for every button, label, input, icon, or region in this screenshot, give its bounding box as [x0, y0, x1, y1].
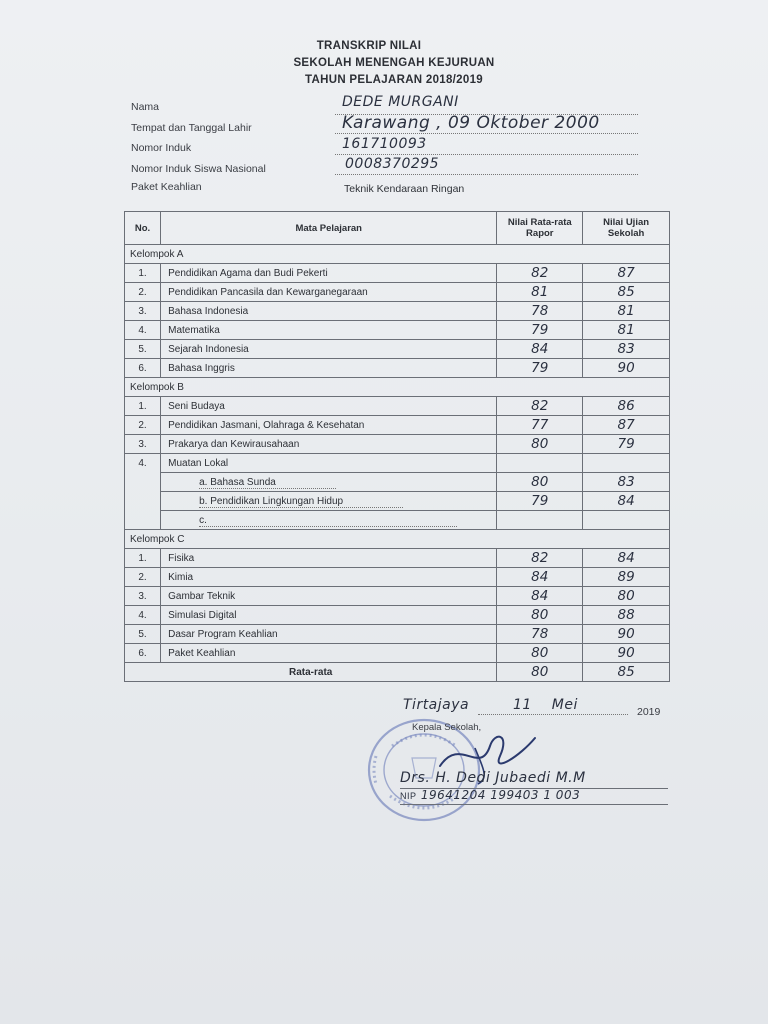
row-rapor: 84	[497, 587, 583, 606]
row-subject: Matematika	[161, 321, 497, 340]
row-subject: Pendidikan Jasmani, Olahraga & Kesehatan	[161, 416, 497, 435]
row-subject: Dasar Program Keahlian	[161, 625, 497, 644]
row-no: 1.	[125, 549, 161, 568]
row-rapor: 79	[497, 359, 583, 378]
muatan-a-label: a. Bahasa Sunda	[199, 477, 336, 489]
muatan-lokal-sub-row	[125, 511, 670, 530]
principal-name: Drs. H. Dedi Jubaedi M.M	[400, 770, 586, 786]
table-row	[125, 321, 670, 340]
table-row	[125, 302, 670, 321]
table-row	[125, 359, 670, 378]
group-a-label: Kelompok A	[125, 245, 670, 264]
nomor-induk-label: Nomor Induk	[131, 142, 192, 154]
nisn-value: 0008370295	[345, 156, 440, 172]
nip-underline	[400, 804, 668, 805]
col-rapor-header-line1: Nilai Rata-rata	[507, 217, 572, 228]
signature-month: Mei	[551, 697, 578, 713]
average-label: Rata-rata	[125, 663, 497, 682]
row-rapor: 78	[497, 302, 583, 321]
row-subject: Prakarya dan Kewirausahaan	[161, 435, 497, 454]
row-ujian: 80	[583, 587, 670, 606]
row-rapor: 82	[497, 549, 583, 568]
header-school: SEKOLAH MENENGAH KEJURUAN	[293, 57, 495, 69]
row-no: 1.	[125, 397, 161, 416]
row-subject: Kimia	[161, 568, 497, 587]
nip-label: NIP	[400, 791, 417, 801]
muatan-lokal-sub-row	[125, 473, 670, 492]
table-row	[125, 340, 670, 359]
paket-value: Teknik Kendaraan Ringan	[344, 183, 465, 195]
muatan-lokal-row	[125, 454, 670, 473]
paket-label: Paket Keahlian	[131, 181, 202, 193]
table-row	[125, 587, 670, 606]
col-rapor-header-line2: Rapor	[526, 228, 554, 239]
row-rapor: 84	[497, 340, 583, 359]
table-row	[125, 625, 670, 644]
col-no-header: No.	[125, 212, 161, 245]
signature-title: Kepala Sekolah,	[412, 722, 482, 733]
header-year: TAHUN PELAJARAN 2018/2019	[305, 74, 483, 86]
muatan-lokal-sub-row	[125, 492, 670, 511]
row-no: 2.	[125, 283, 161, 302]
row-no: 6.	[125, 359, 161, 378]
row-rapor: 81	[497, 283, 583, 302]
row-subject: Gambar Teknik	[161, 587, 497, 606]
row-no: 3.	[125, 435, 161, 454]
row-subject: Sejarah Indonesia	[161, 340, 497, 359]
signature-place: Tirtajaya	[403, 697, 470, 713]
group-row	[125, 530, 670, 549]
row-no: 6.	[125, 644, 161, 663]
col-ujian-header-line2: Sekolah	[607, 228, 645, 239]
nomor-induk-value: 161710093	[342, 136, 427, 152]
col-mapel-header: Mata Pelajaran	[161, 212, 497, 245]
row-no-empty	[125, 492, 161, 511]
col-rapor-header	[497, 212, 583, 245]
row-subject: Pendidikan Pancasila dan Kewarganegaraan	[161, 283, 497, 302]
nama-value: DEDE MURGANI	[342, 94, 459, 110]
nomor-induk-dotline	[335, 154, 638, 155]
row-ujian-empty	[583, 511, 670, 530]
row-ujian: 83	[583, 340, 670, 359]
row-ujian: 90	[583, 359, 670, 378]
row-rapor: 84	[497, 568, 583, 587]
row-ujian: 83	[583, 473, 670, 492]
col-ujian-header	[583, 212, 670, 245]
row-no: 5.	[125, 340, 161, 359]
row-rapor: 80	[497, 606, 583, 625]
group-c-label: Kelompok C	[125, 530, 670, 549]
row-ujian: 85	[583, 283, 670, 302]
row-rapor: 82	[497, 264, 583, 283]
header-title: TRANSKRIP NILAI	[316, 40, 422, 52]
row-no: 1.	[125, 264, 161, 283]
row-ujian: 81	[583, 321, 670, 340]
row-subject: Bahasa Indonesia	[161, 302, 497, 321]
muatan-b-label: b. Pendidikan Lingkungan Hidup	[199, 496, 403, 508]
muatan-c-label: c.	[199, 515, 457, 527]
table-row	[125, 549, 670, 568]
row-rapor: 79	[497, 492, 583, 511]
row-ujian: 88	[583, 606, 670, 625]
table-row	[125, 264, 670, 283]
row-subject: Pendidikan Agama dan Budi Pekerti	[161, 264, 497, 283]
table-row	[125, 568, 670, 587]
ttl-value: Karawang , 09 Oktober 2000	[342, 113, 600, 133]
table-row	[125, 397, 670, 416]
row-ujian: 84	[583, 492, 670, 511]
nisn-dotline	[335, 174, 638, 175]
row-rapor: 82	[497, 397, 583, 416]
row-no: 3.	[125, 587, 161, 606]
row-ujian: 84	[583, 549, 670, 568]
table-row	[125, 644, 670, 663]
document-header	[0, 38, 768, 89]
nip-value: 19641204 199403 1 003	[420, 788, 581, 802]
table-row	[125, 416, 670, 435]
row-subject: Seni Budaya	[161, 397, 497, 416]
row-subject: Paket Keahlian	[161, 644, 497, 663]
row-no: 4.	[125, 321, 161, 340]
row-rapor: 78	[497, 625, 583, 644]
row-rapor-empty	[497, 511, 583, 530]
col-ujian-header-line1: Nilai Ujian	[603, 217, 650, 228]
row-rapor-empty	[497, 454, 583, 473]
nama-label: Nama	[131, 101, 160, 113]
signature-place-date	[403, 697, 578, 713]
row-ujian: 87	[583, 264, 670, 283]
row-subject	[161, 492, 497, 511]
row-subject: Fisika	[161, 549, 497, 568]
group-b-label: Kelompok B	[125, 378, 670, 397]
row-rapor: 77	[497, 416, 583, 435]
row-no: 5.	[125, 625, 161, 644]
date-dotline	[478, 714, 628, 715]
row-no: 3.	[125, 302, 161, 321]
row-ujian: 81	[583, 302, 670, 321]
row-rapor: 80	[497, 644, 583, 663]
table-row	[125, 606, 670, 625]
row-ujian: 90	[583, 644, 670, 663]
group-row	[125, 245, 670, 264]
ttl-label: Tempat dan Tanggal Lahir	[131, 122, 252, 134]
row-subject	[161, 511, 497, 530]
row-no-empty	[125, 511, 161, 530]
row-no: 4.	[125, 454, 161, 473]
row-no: 4.	[125, 606, 161, 625]
ttl-dotline	[335, 133, 638, 134]
row-subject: Muatan Lokal	[161, 454, 497, 473]
row-subject: Simulasi Digital	[161, 606, 497, 625]
row-ujian: 90	[583, 625, 670, 644]
row-no-empty	[125, 473, 161, 492]
row-rapor: 80	[497, 435, 583, 454]
row-rapor: 80	[497, 473, 583, 492]
row-ujian: 79	[583, 435, 670, 454]
table-row	[125, 283, 670, 302]
table-header-row	[125, 212, 670, 245]
row-ujian: 89	[583, 568, 670, 587]
row-subject: Bahasa Inggris	[161, 359, 497, 378]
group-row	[125, 378, 670, 397]
average-row	[125, 663, 670, 682]
row-rapor: 79	[497, 321, 583, 340]
table-row	[125, 435, 670, 454]
principal-nip	[400, 788, 580, 802]
row-no: 2.	[125, 568, 161, 587]
row-ujian-empty	[583, 454, 670, 473]
row-ujian: 87	[583, 416, 670, 435]
row-ujian: 86	[583, 397, 670, 416]
signature-day: 11	[513, 697, 532, 713]
grades-table	[124, 211, 670, 682]
average-ujian: 85	[583, 663, 670, 682]
signature-year: 2019	[637, 706, 661, 718]
row-no: 2.	[125, 416, 161, 435]
row-subject	[161, 473, 497, 492]
nisn-label: Nomor Induk Siswa Nasional	[131, 163, 266, 175]
average-rapor: 80	[497, 663, 583, 682]
